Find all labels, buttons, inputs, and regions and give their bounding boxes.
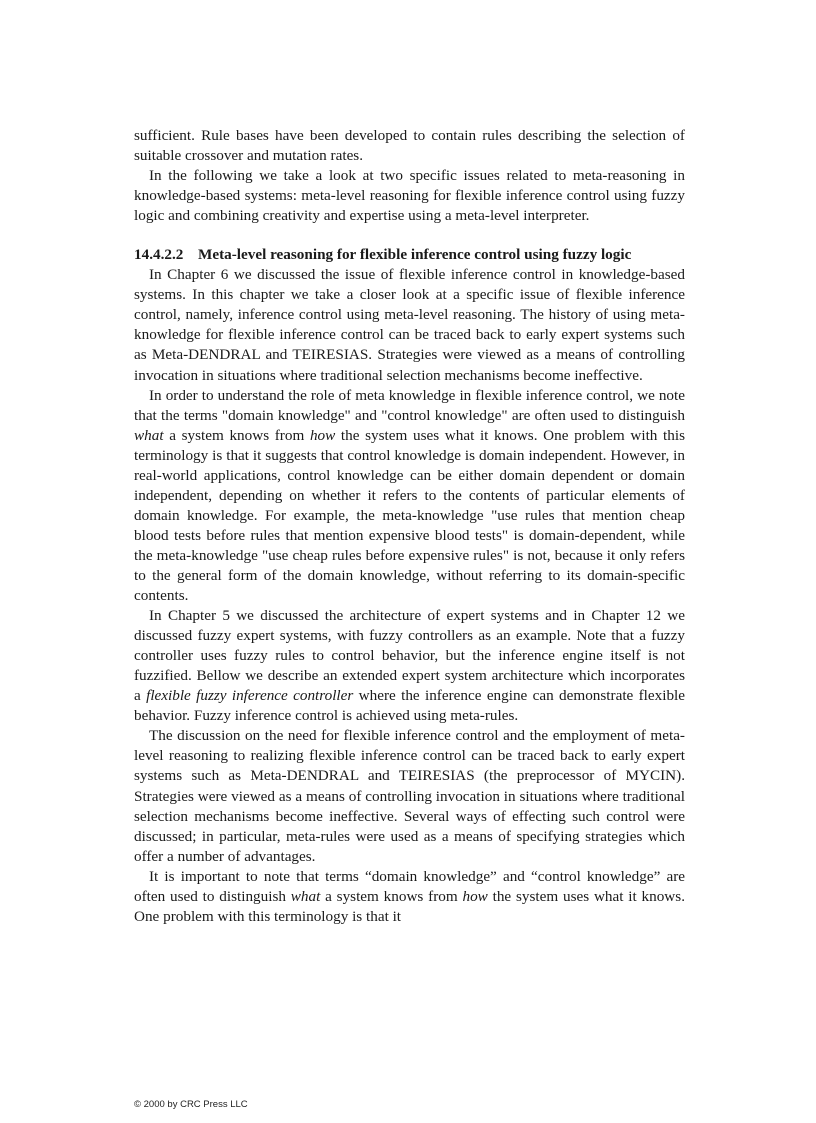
paragraph: The discussion on the need for flexible inference control and the employment of meta-level reasoning to realizing flexible inference control can be traced back to early expert systems such as Meta-DENDRAL and TEIRESIAS (the preprocessor of MYCIN). Strategies were viewed as a means of controlling invocation in situations where traditional selection mechanisms become ineffective. Several ways of effecting such control were discussed; in particular, meta-rules were used as a means of specifying strategies which offer a number of advantages. [134, 727, 685, 865]
section-heading [134, 245, 685, 265]
paragraph [134, 867, 685, 927]
text-run: the system uses what it knows. One problem with this terminology is that it [134, 887, 685, 925]
section-number: 14.4.2.2 [134, 246, 184, 264]
text-run: the system uses what it knows. One problem with this terminology is that it suggests that control knowledge is domain independent. However, in real-world applications, control knowledge can be either domain dependent or domain independent, depending on whether it refers to the contents of particular elements of domain knowledge. For example, the meta-knowledge "use rules that mention cheap blood tests before rules that mention expensive blood tests" is domain-dependent, while the meta-knowledge "use cheap rules before expensive rules" is not, because it only refers to the general form of the domain knowledge, without referring to its domain-specific contents. [134, 426, 685, 605]
emphasis-what: what [290, 887, 321, 905]
paragraph [134, 386, 685, 607]
paragraph: sufficient. Rule bases have been developed to contain rules describing the selection of suitable crossover and mutation rates. [134, 127, 685, 165]
paragraph [134, 606, 685, 726]
paragraph: In the following we take a look at two specific issues related to meta-reasoning in knowledge-based systems: meta-level reasoning for flexible inference control using fuzzy logic and combining creativity and expertise using a meta-level interpreter. [134, 167, 685, 225]
text-run: a system knows from [163, 426, 310, 444]
text-run: It is important to note that terms “domain knowledge” and “control knowledge” are often used to distinguish [134, 867, 685, 905]
emphasis-what: what [134, 426, 164, 444]
emphasis-how: how [309, 426, 336, 444]
text-run: In order to understand the role of meta knowledge in flexible inference control, we note that the terms "domain knowledge" and "control knowledge" are often used to distinguish [134, 386, 685, 424]
emphasis-term: flexible fuzzy inference controller [146, 687, 354, 705]
text-run: a system knows from [320, 887, 463, 905]
page-body [134, 126, 685, 927]
text-run: In Chapter 5 we discussed the architecture of expert systems and in Chapter 12 we discussed fuzzy expert systems, with fuzzy controllers as an example. Note that a fuzzy controller uses fuzzy rules to control behavior, but the inference engine itself is not fuzzified. Bellow we describe an extended expert system architecture which incorporates a [134, 607, 685, 705]
text-run: where the inference engine can demonstrate flexible behavior. Fuzzy inference control is achieved using meta-rules. [134, 687, 686, 725]
emphasis-how: how [462, 887, 488, 905]
paragraph: In Chapter 6 we discussed the issue of flexible inference control in knowledge-based systems. In this chapter we take a closer look at a specific issue of flexible inference control, namely, inference control using meta-level reasoning. The history of using meta-knowledge for flexible inference control can be traced back to early expert systems such as Meta-DENDRAL and TEIRESIAS. Strategies were viewed as a means of controlling invocation in situations where traditional selection mechanisms become ineffective. [134, 266, 685, 384]
copyright-footer: © 2000 by CRC Press LLC [134, 1099, 248, 1110]
section-title: Meta-level reasoning for flexible inference control using fuzzy logic [198, 246, 632, 264]
